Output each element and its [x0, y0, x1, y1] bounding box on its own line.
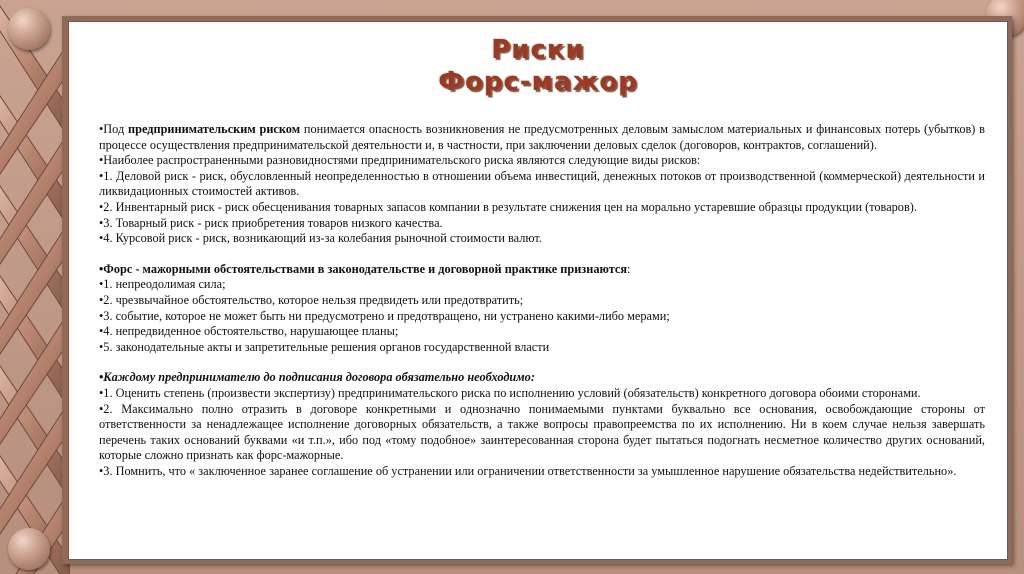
heading-text: •Каждому предпринимателю до подписания договора обязательно необходимо: [99, 370, 535, 385]
title-line-2: Форс-мажор [438, 67, 638, 97]
corner-knob-bottom-left [8, 528, 50, 570]
list-item: •2. чрезвычайное обстоятельство, которое нельзя предвидеть или предотвратить; [99, 292, 524, 307]
slide-panel [68, 21, 1008, 560]
term: предпринимательским риском [128, 122, 301, 136]
heading-text: •Форс - мажорными обстоятельствами в законодательстве и договорной практике признаются [99, 261, 628, 276]
list-item: •3. событие, которое не может быть ни предусмотрено и предотвращено, ни устранено какими-либо мерами; [99, 308, 670, 323]
force-majeure-heading [99, 262, 985, 278]
slide-body [99, 122, 985, 479]
list-item: •5. законодательные акты и запретительные решения органов государственной власти [99, 339, 550, 354]
list-item: •1. непреодолимая сила; [99, 277, 226, 292]
lattice-decoration [0, 0, 70, 574]
list-item: •2. Максимально полно отразить в договоре конкретными и однозначно понимаемыми пунктами буквально все основания, освобождающие стороны от ответственности за ненадлежащее исполнение договорных обязательств, а также вопросы правопреемства по их исполнению. Ни в коем случае нельзя завершать перечень таких оснований буквами «и т.п.», ибо под «тому подобное» заинтересованная сторона будет пытаться подогнать несметное количество других оснований, которые сложно признать как форс-мажорные. [99, 401, 985, 463]
list-item: •4. Курсовой риск - риск, возникающий из-за колебания рыночной стоимости валют. [99, 231, 542, 246]
list-item: •Наиболее распространенными разновидностями предпринимательского риска являются следующие виды рисков: [99, 153, 701, 168]
text: понимается опасность возникновения не предусмотренных деловым замыслом материальных и финансовых потерь (убытков) в процессе осуществления предпринимательской деятельности и, в частности, при заключении деловых сделок (договоров, контрактов, соглашений). [99, 122, 985, 152]
entrepreneur-heading [99, 370, 985, 386]
corner-knob-top-left [8, 8, 50, 50]
list-item: •3. Помнить, что « заключенное заранее соглашение об устранении или ограничении ответственности за умышленное нарушение обязательства недействительно». [99, 463, 957, 478]
title-line-1: Риски [491, 35, 585, 65]
list-item: •4. непредвиденное обстоятельство, нарушающее планы; [99, 324, 399, 339]
text: •Под [99, 122, 129, 136]
list-item: •2. Инвентарный риск - риск обесценивания товарных запасов компании в результате снижения цен на морально устаревшие образцы продукции (товаров). [99, 199, 917, 214]
list-item: •1. Оценить степень (произвести экспертизу) предпринимательского риска по исполнению условий (обязательств) конкретного договора обоими сторонами. [99, 385, 921, 400]
list-item: •3. Товарный риск - риск приобретения товаров низкого качества. [99, 215, 443, 230]
risk-definition [99, 122, 985, 153]
text: : [627, 261, 631, 276]
slide-title [69, 34, 1007, 98]
list-item: •1. Деловой риск - риск, обусловленный неопределенностью в отношении объема инвестиций, денежных потоков от производственной (коммерческой) деятельности и ликвидационных стоимостей активов. [99, 168, 985, 199]
